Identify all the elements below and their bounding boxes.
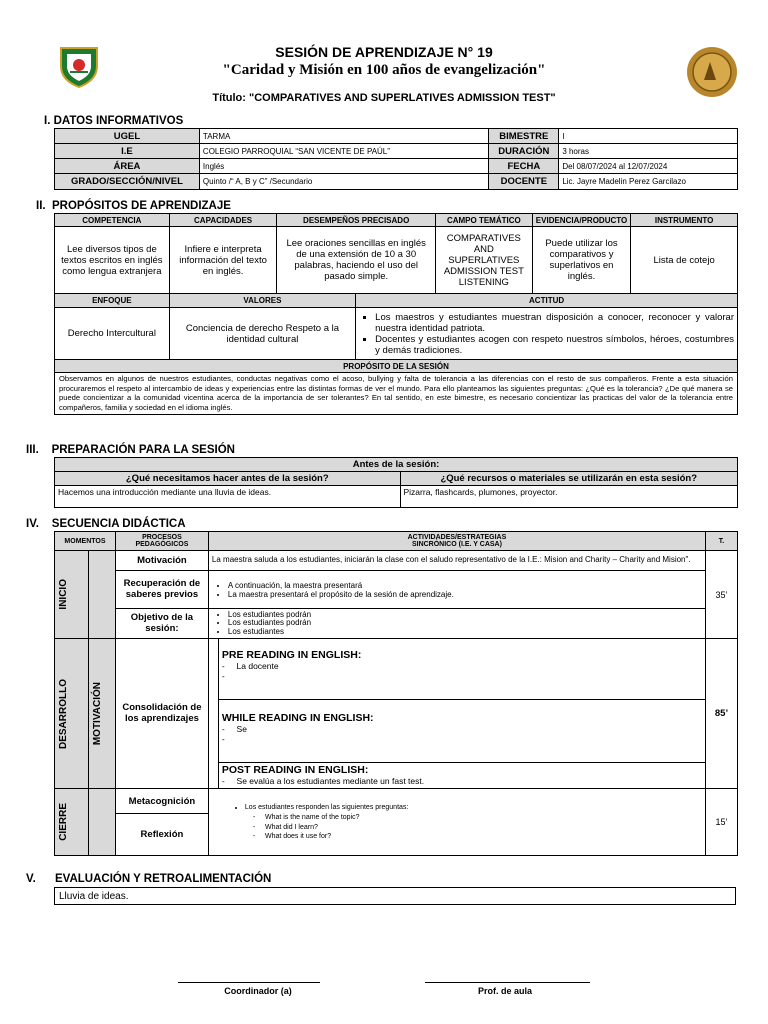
session-title: SESIÓN DE APRENDIZAJE N° 19 (275, 44, 493, 60)
topic-label: Título: (212, 92, 246, 104)
datos-label: DOCENTE (489, 174, 559, 190)
list-item: - What does it use for? (252, 832, 332, 840)
datos-value: TARMA (199, 129, 488, 144)
col-header: ¿Qué recursos o materiales se utilizarán en esta sesión? (400, 472, 738, 486)
pre-reading-item: La docente (236, 661, 279, 671)
datos-value: COLEGIO PARROQUIAL “SAN VICENTE DE PAÚL” (199, 144, 488, 159)
table-row (55, 144, 738, 159)
cierre-question: What is the name of the topic? (264, 814, 360, 822)
section-evaluacion-heading (26, 873, 271, 885)
table-row (55, 294, 738, 308)
blank-cell (88, 789, 115, 856)
motivacion-label: Motivación (115, 551, 208, 571)
datos-value: Inglés (199, 159, 488, 174)
list-item: • Los estudiantes (228, 628, 702, 636)
campo-tematico-cell: COMPARATIVES AND SUPERLATIVES ADMISSION TEST LISTENING (435, 227, 532, 294)
section-title: EVALUACIÓN Y RETROALIMENTACIÓN (54, 873, 272, 885)
col-header: ENFOQUE (55, 294, 170, 308)
cierre-cell (55, 789, 89, 856)
datos-value: Quinto /“ A, B y C” /Secundario (199, 174, 488, 190)
list-item: ▪ Los maestros y estudiantes muestran disposición a conocer, reconocer y valorar nuestra identidad patriota. (375, 312, 734, 334)
table-row (55, 129, 738, 144)
col-header: PROCESOS PEDAGÓGICOS (115, 532, 208, 551)
section-number: IV. (26, 518, 40, 530)
desempenos-cell: Lee oraciones sencillas en inglés de una extensión de 10 a 30 palabras, haciendo el uso del pasado simple. (277, 227, 435, 294)
secuencia-table (54, 531, 738, 856)
datos-table (54, 128, 738, 190)
list-item: - (221, 734, 232, 744)
list-item: - Se (221, 724, 247, 734)
cierre-question: What did I learn? (264, 823, 318, 831)
table-row (55, 159, 738, 174)
list-item: - La docente (221, 661, 279, 671)
col-header: T. (705, 532, 737, 551)
inicio-label: INICIO (58, 579, 69, 610)
metacognicion-label: Metacognición (115, 789, 208, 814)
post-reading-heading: POST READING IN ENGLISH: (221, 764, 369, 776)
session-subtitle: "Caridad y Misión en 100 años de evangelización" (222, 62, 546, 78)
col-header: DESEMPEÑOS PRECISADO (277, 214, 435, 227)
table-row (55, 472, 738, 486)
datos-value: 3 horas (559, 144, 738, 159)
capacidades-cell: Infiere e interpreta información del texto en inglés. (169, 227, 277, 294)
list-item: • La maestra presentará el propósito de la sesión de aprendizaje. (228, 590, 702, 599)
section-secuencia-heading (26, 518, 186, 530)
section-preparacion-heading (26, 444, 235, 456)
blank-cell (88, 551, 115, 639)
table-row (55, 571, 738, 609)
preparacion-answer: Pizarra, flashcards, plumones, proyector. (400, 486, 738, 508)
consolidacion-label: Consolidación de los aprendizajes (115, 639, 208, 789)
list-item: - What did I learn? (252, 823, 318, 831)
table-row (55, 532, 738, 551)
propositos-table (54, 213, 738, 415)
datos-value: Del 08/07/2024 al 12/07/2024 (559, 159, 738, 174)
instrumento-cell: Lista de cotejo (631, 227, 738, 294)
motivacion-vertical-cell (88, 639, 115, 789)
list-item: • A continuación, la maestra presentará (228, 581, 702, 590)
section-number: V. (26, 873, 36, 885)
blank-cell (208, 639, 218, 789)
post-reading-cell (218, 763, 705, 789)
list-item: • Los estudiantes podrán (228, 611, 702, 619)
list-item: - What is the name of the topic? (252, 814, 360, 822)
valores-cell: Conciencia de derecho Respeto a la identidad cultural (169, 308, 355, 360)
datos-label: FECHA (489, 159, 559, 174)
col-header: Antes de la sesión: (55, 458, 738, 472)
list-item: • Los estudiantes podrán (228, 619, 702, 627)
datos-label: ÁREA (55, 159, 200, 174)
list-item: - (221, 671, 232, 681)
section-datos-heading: I. DATOS INFORMATIVOS (44, 115, 184, 127)
time-cierre: 15’ (705, 789, 737, 856)
objetivo-label: Objetivo de la sesión: (115, 609, 208, 639)
prof-label: Prof. de aula (477, 986, 532, 996)
section-title: SECUENCIA DIDÁCTICA (51, 518, 186, 530)
section-title: PREPARACIÓN PARA LA SESIÓN (51, 444, 235, 456)
while-reading-item: Se (236, 724, 247, 734)
motivacion-vertical-label: MOTIVACIÓN (91, 681, 103, 746)
post-reading-item: Se evalúa a los estudiantes mediante un fast test. (236, 776, 425, 786)
pre-reading-cell (218, 639, 705, 700)
table-row (55, 639, 738, 700)
proposito-cell: Observamos en algunos de nuestros estudiantes, conductas negativas como el acoso, bullying y falta de tolerancia a las diferencias con el resto de sus compañeros. Frente a esta situación procuraremos el respeto al intercambio de ideas y experiencias entre las distintas formas de ver el mundo. Para ello planteamos las siguientes preguntas: ¿Qué es la tolerancia? ¿De qué manera se puede concientizar a la comunidad vicentina acerca de la importancia de ser tolerantes? En tal sentido, en este bimestre, es necesario concientizar las practicas del valor de la tolerancia entre compañeros, familia y sociedad en el idioma inglés. (55, 373, 738, 415)
recuperacion-label: Recuperación de saberes previos (115, 571, 208, 609)
section-number: II. (36, 200, 46, 212)
col-header: ACTITUD (356, 294, 738, 308)
competencia-cell: Lee diversos tipos de textos escritos en inglés como lengua extranjera (55, 227, 170, 294)
reflexion-label: Reflexión (115, 814, 208, 856)
table-row (55, 360, 738, 373)
table-row (55, 214, 738, 227)
col-header (208, 532, 705, 551)
datos-label: GRADO/SECCIÓN/NIVEL (55, 174, 200, 190)
inicio-cell (55, 551, 89, 639)
preparacion-answer: Hacemos una introducción mediante una lluvia de ideas. (55, 486, 401, 508)
pre-reading-heading: PRE READING IN ENGLISH: (221, 649, 362, 661)
datos-value: Lic. Jayre Madelin Perez Garcilazo (559, 174, 738, 190)
session-topic (0, 92, 768, 104)
list-item: - Se evalúa a los estudiantes mediante un fast test. (221, 776, 425, 786)
cierre-label: CIERRE (58, 803, 69, 841)
table-row (55, 308, 738, 360)
table-row (55, 551, 738, 571)
datos-label: BIMESTRE (489, 129, 559, 144)
col-header: INSTRUMENTO (631, 214, 738, 227)
motivacion-text: La maestra saluda a los estudiantes, iniciarán la clase con el saludo representativo de la I.E.: Mision and Charity – Charity and Mision". (208, 551, 705, 571)
datos-value: I (559, 129, 738, 144)
signature-line (425, 982, 590, 983)
cierre-question: What does it use for? (264, 832, 332, 840)
datos-label: DURACIÓN (489, 144, 559, 159)
while-reading-cell (218, 700, 705, 763)
col-header: MOMENTOS (55, 532, 116, 551)
coordinador-label: Coordinador (a) (224, 986, 292, 996)
time-desarrollo: 85’ (705, 639, 737, 789)
list-item: • Los estudiantes responden las siguientes preguntas: (245, 803, 702, 812)
actividades-header: ACTIVIDADES/ESTRATEGIAS (407, 533, 507, 541)
desarrollo-label: DESARROLLO (58, 678, 69, 749)
datos-label: I.E (55, 144, 200, 159)
table-row (55, 486, 738, 508)
preparacion-table (54, 457, 738, 508)
section-title: PROPÓSITOS DE APRENDIZAJE (51, 200, 231, 212)
actitud-cell (356, 308, 738, 360)
table-row (55, 789, 738, 814)
time-inicio: 35’ (705, 551, 737, 639)
enfoque-cell: Derecho Intercultural (55, 308, 170, 360)
evidencia-cell: Puede utilizar los comparativos y superlativos en inglés. (532, 227, 630, 294)
sincronico-header: SINCRÓNICO (I.E. Y CASA) (411, 541, 502, 548)
col-header: EVIDENCIA/PRODUCTO (532, 214, 630, 227)
col-header: CAPACIDADES (169, 214, 277, 227)
table-row (55, 174, 738, 190)
recuperacion-text (208, 571, 705, 609)
table-row (55, 609, 738, 639)
objetivo-text (208, 609, 705, 639)
table-row (55, 227, 738, 294)
topic-value: "COMPARATIVES AND SUPERLATIVES ADMISSION TEST" (249, 92, 556, 104)
datos-label: UGEL (55, 129, 200, 144)
col-header: ¿Qué necesitamos hacer antes de la sesión? (55, 472, 401, 486)
table-row (55, 458, 738, 472)
signature-line (178, 982, 320, 983)
col-header: COMPETENCIA (55, 214, 170, 227)
section-propositos-heading (36, 200, 231, 212)
list-item: ▪ Docentes y estudiantes acogen con respeto nuestros símbolos, héroes, costumbres y demás tradiciones. (375, 334, 734, 356)
evaluacion-box: Lluvia de ideas. (54, 887, 736, 905)
while-reading-heading: WHILE READING IN ENGLISH: (221, 712, 374, 724)
table-row (55, 373, 738, 415)
desarrollo-cell (55, 639, 89, 789)
col-header: PROPÓSITO DE LA SESIÓN (55, 360, 738, 373)
cierre-text (208, 789, 705, 856)
col-header: CAMPO TEMÁTICO (435, 214, 532, 227)
col-header: VALORES (169, 294, 355, 308)
section-number: III. (26, 444, 39, 456)
